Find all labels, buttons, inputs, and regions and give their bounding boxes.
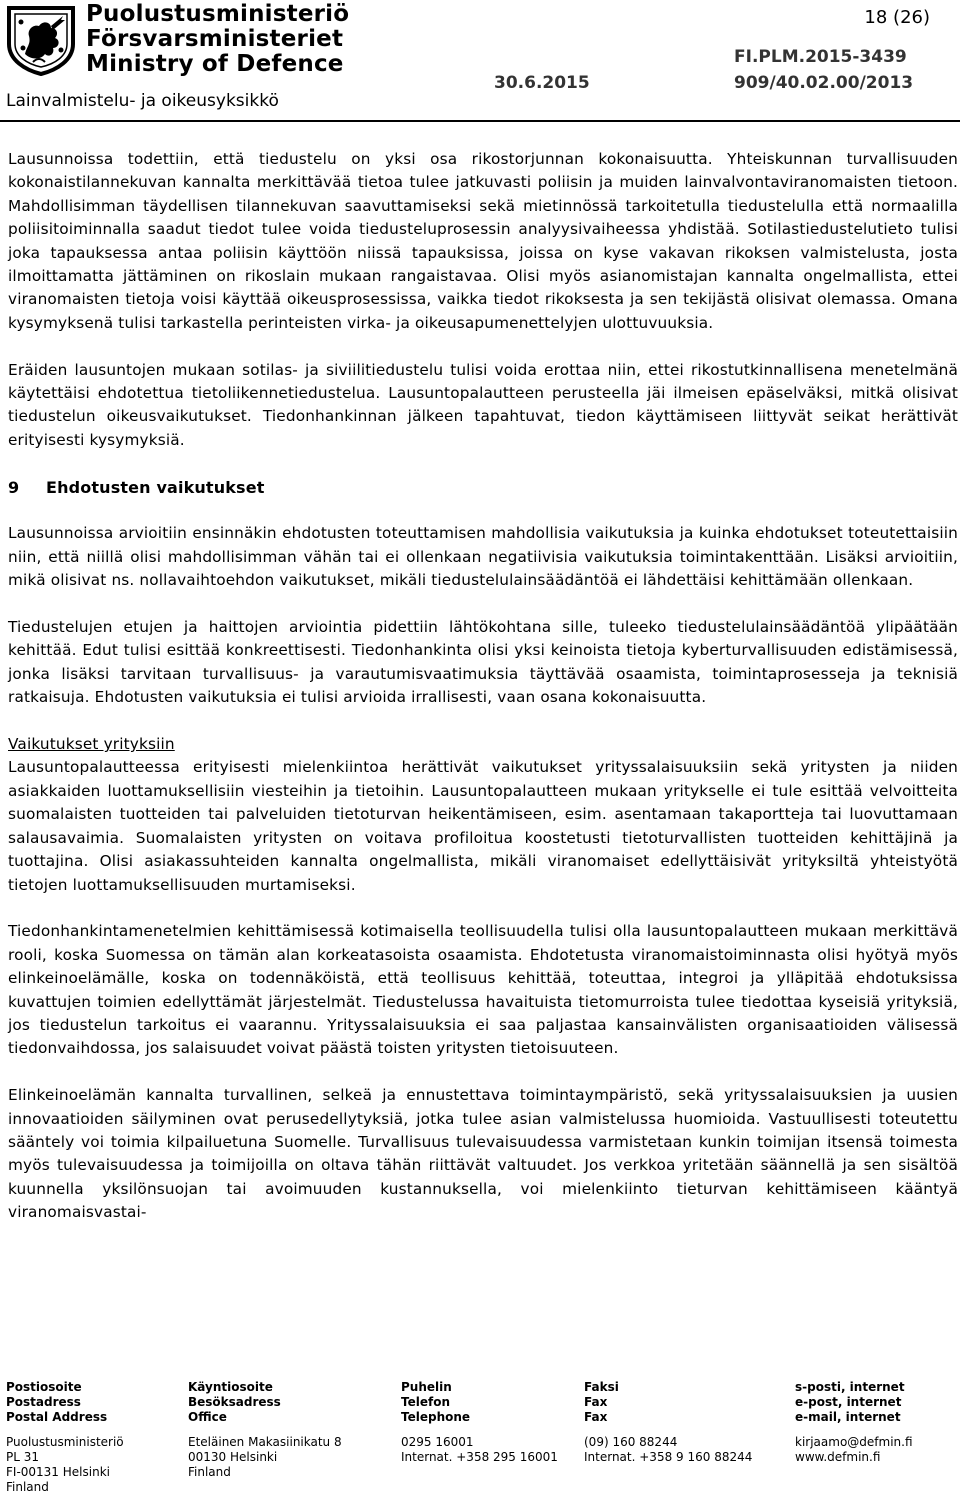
footer-heading: s-posti, internet <box>795 1380 905 1394</box>
footer-heading: Fax <box>584 1410 608 1425</box>
section-number: 9 <box>8 477 20 497</box>
footer-email-link[interactable]: kirjaamo@defmin.fi <box>795 1434 913 1449</box>
paragraph: Lausuntopalautteessa erityisesti mielenkiintoa herättivät vaikutukset yrityssalaisuuksiin sekä yritysten ja niiden asiakkaiden luottamuksellisiin viesteihin ja tietoihin. Lausuntopalautteen mukaan yritykselle ei tule esittää velvoitteita suomalaisten tuotteiden tai palveluiden tietoturvan heikentämiseen, esim. asentamaan takaportteja tai luovuttamaan salausavaimia. Suomalaisten yritysten on voitava profiloitua koostetusti tietoturvallisten tuotteiden kehittäjinä ja tuottajina. Olisi asiakassuhteiden kannalta ongelmallista, mikäli viranomaiset edellyttäisivät yrityksiltä yhteistyötä tietojen luottamuksellisuuden murtamiseksi. <box>8 758 958 894</box>
footer-heading: Fax <box>584 1395 608 1410</box>
footer-line: Internat. +358 295 16001 <box>401 1449 558 1464</box>
footer-line: 0295 16001 <box>401 1434 474 1449</box>
page-header <box>0 0 960 135</box>
paragraph: Tiedonhankintamenetelmien kehittämisessä kotimaisella teollisuudella tulisi olla lausuntopalautteen mukaan merkittävä rooli, koska Suomessa on tämän alan korkeatasoista osaamista. Ehdotetusta viranomaistoiminnasta olisi hyötyä myös elinkeinoelämälle, koska on todennäköistä, että teollisuus kehittää, toteuttaa, integroi ja ylläpitää ehdotuksissa kuvattujen toimien edellyttämät järjestelmät. Tiedustelussa havaituista tietomurroista tulee tiedottaa kyseisiä yrityksiä, jos tiedustelun tarkoitus ei vaarannu. Yrityssalaisuuksia ei saa paljastaa kansainvälisten organisaatioiden välisessä tiedonvaihdossa, jos salaisuudet voivat päästä toisten yritysten tietoisuuteen. <box>8 922 958 1058</box>
ministry-name-en: Ministry of Defence <box>86 51 344 77</box>
footer-email-internet <box>795 1380 913 1465</box>
paragraph: Elinkeinoelämän kannalta turvallinen, selkeä ja ennustettava toimintaympäristö, sekä yrityssalaisuuksien ja uusien innovaatioiden säilyminen ovat perusedellytyksiä, jotka tulee asian valmistelussa huomioida. Vastuullisesti toteutettu sääntely voi toimia kilpailuetuna Suomelle. Turvallisuus tulevaisuudessa varmistetaan kunkin toimijan itsensä toimesta myös tulevaisuudessa ja toimijoilla on oltava tähän riittävät valtuudet. Jos verkkoa yritetään säännellä ja sen sisältöä kuunnella yksilönsuojan tai avoimuuden kustannuksella, voi mielenkiinto tieturvan kehittämiseen kääntyä viranomaisvastai- <box>8 1086 958 1222</box>
section-title: Ehdotusten vaikutukset <box>46 477 265 497</box>
document-date: 30.6.2015 <box>494 73 590 93</box>
paragraph: Lausunnoissa arvioitiin ensinnäkin ehdotusten toteuttamisen mahdollisia vaikutuksia ja kuinka ehdotukset toteutettaisiin niin, että niillä olisi mahdollisimman vähän tai ei ollenkaan negatiivisia vaikutuksia toimintakenttään. Lisäksi arvioitiin, mikä olisivat ns. nollavaihtoehdon vaikutukset, mikäli tiedustelulainsäädäntöä ei lähdettäisi kehittämään ollenkaan. <box>8 524 958 590</box>
footer-line: Finland <box>6 1480 49 1495</box>
ministry-name-fi: Puolustusministeriö <box>86 1 350 27</box>
subheading: Vaikutukset yrityksiin <box>8 735 175 754</box>
ministry-name-sv: Försvarsministeriet <box>86 26 344 52</box>
paragraph: Tiedustelujen etujen ja haittojen arviointia pidettiin lähtökohtana sille, tuleeko tiedustelulainsäädäntöä ylipäätään kehittää. Edut tulisi esittää konkreettisesti. Tiedonhankinta olisi yksi keinoista tietoja kyberturvallisuuden edistämisessä, jonka lisäksi tarvitaan turvallisuus- ja varautumisvaatimuksia täyttävää osaamista, toimintaprosesseja ja teknisiä ratkaisuja. Ehdotusten vaikutuksia ei tulisi arvioida irrallisesti, vaan osana kokonaisuutta. <box>8 618 958 707</box>
footer-heading: Telefon <box>401 1395 450 1410</box>
footer-line: (09) 160 88244 <box>584 1434 678 1449</box>
footer-line: 00130 Helsinki <box>188 1449 278 1464</box>
document-body <box>8 148 958 1248</box>
footer-website-link[interactable]: www.defmin.fi <box>795 1449 881 1464</box>
section-heading <box>8 476 958 499</box>
header-divider <box>0 120 960 122</box>
footer-postal-address <box>6 1380 124 1495</box>
footer-line: Puolustusministeriö <box>6 1434 124 1449</box>
footer-heading: Office <box>188 1410 227 1425</box>
page-number: 18 (26) <box>864 7 930 28</box>
reference-number: FI.PLM.2015-3439 <box>734 47 907 67</box>
paragraph: Eräiden lausuntojen mukaan sotilas- ja siviilitiedustelu tulisi voida erottaa niin, ettei rikostutkinnallisena menetelmänä käytettäisi ehdotettua tietoliikennetiedustelua. Lausuntopalautteen perusteella jäi ilmeisen epäselväksi, mitkä olisivat tiedustelun oikeusvaikutukset. Tiedonhankinnan jälkeen tapahtuvat, tiedon käyttämiseen liittyvät seikat herättivät erityisesti kysymyksiä. <box>8 360 958 449</box>
footer-heading: e-post, internet <box>795 1395 902 1410</box>
unit-name: Lainvalmistelu- ja oikeusyksikkö <box>6 91 279 111</box>
footer-heading: Faksi <box>584 1380 619 1394</box>
footer-line: Internat. +358 9 160 88244 <box>584 1449 753 1464</box>
paragraph: Lausunnoissa todettiin, että tiedustelu on yksi osa rikostorjunnan kokonaisuutta. Yhteiskunnan turvallisuuden kokonaistilannekuvan kannalta merkittävää tietoa tulee jatkuvasti poliisin ja muiden lainvalvontaviranomaisten tietoon. Mahdollisimman täydellisen tilannekuvan saavuttamiseksi sekä mietinnössä tarkoitetulla tiedustelulla että normaalilla poliisitoiminnalla saadut tiedot tulee voida tiedusteluprosessin analyysivaiheessa yhdistää. Sotilastiedustelutieto tulisi joka tapauksessa antaa poliisin käyttöön niissä tapauksissa, joissa on kyse vakavan rikoksen valmistelusta, josta ilmoittamatta jättäminen on rikoslain mukaan rangaistavaa. Olisi myös asianomistajan kannalta ongelmallista, ettei viranomaisten tietoja voisi käyttää oikeusprosessissa, vaikka tiedot rikoksesta ja sen tekijästä olisivat olemassa. Omana kysymyksenä tulisi tarkastella perinteisten virka- ja oikeusapumenettelyjen ulottuvuuksia. <box>8 150 958 332</box>
footer-line: Eteläinen Makasiinikatu 8 <box>188 1434 342 1449</box>
footer-heading: Postal Address <box>6 1410 108 1425</box>
footer-telephone <box>401 1380 558 1465</box>
record-number: 909/40.02.00/2013 <box>734 73 914 93</box>
footer-line: FI-00131 Helsinki <box>6 1465 110 1480</box>
footer-heading: Telephone <box>401 1410 471 1425</box>
ministry-name <box>86 2 349 77</box>
coat-of-arms-lion-icon <box>5 4 77 76</box>
footer-heading: Puhelin <box>401 1380 452 1394</box>
footer-line: Finland <box>188 1465 231 1480</box>
footer-heading: Käyntiosoite <box>188 1380 273 1394</box>
footer-heading: e-mail, internet <box>795 1410 901 1425</box>
footer-heading: Postadress <box>6 1395 81 1410</box>
footer-office-address <box>188 1380 342 1480</box>
footer-heading: Postiosoite <box>6 1380 82 1394</box>
footer-heading: Besöksadress <box>188 1395 281 1410</box>
footer-fax <box>584 1380 752 1465</box>
footer-line: PL 31 <box>6 1449 40 1464</box>
